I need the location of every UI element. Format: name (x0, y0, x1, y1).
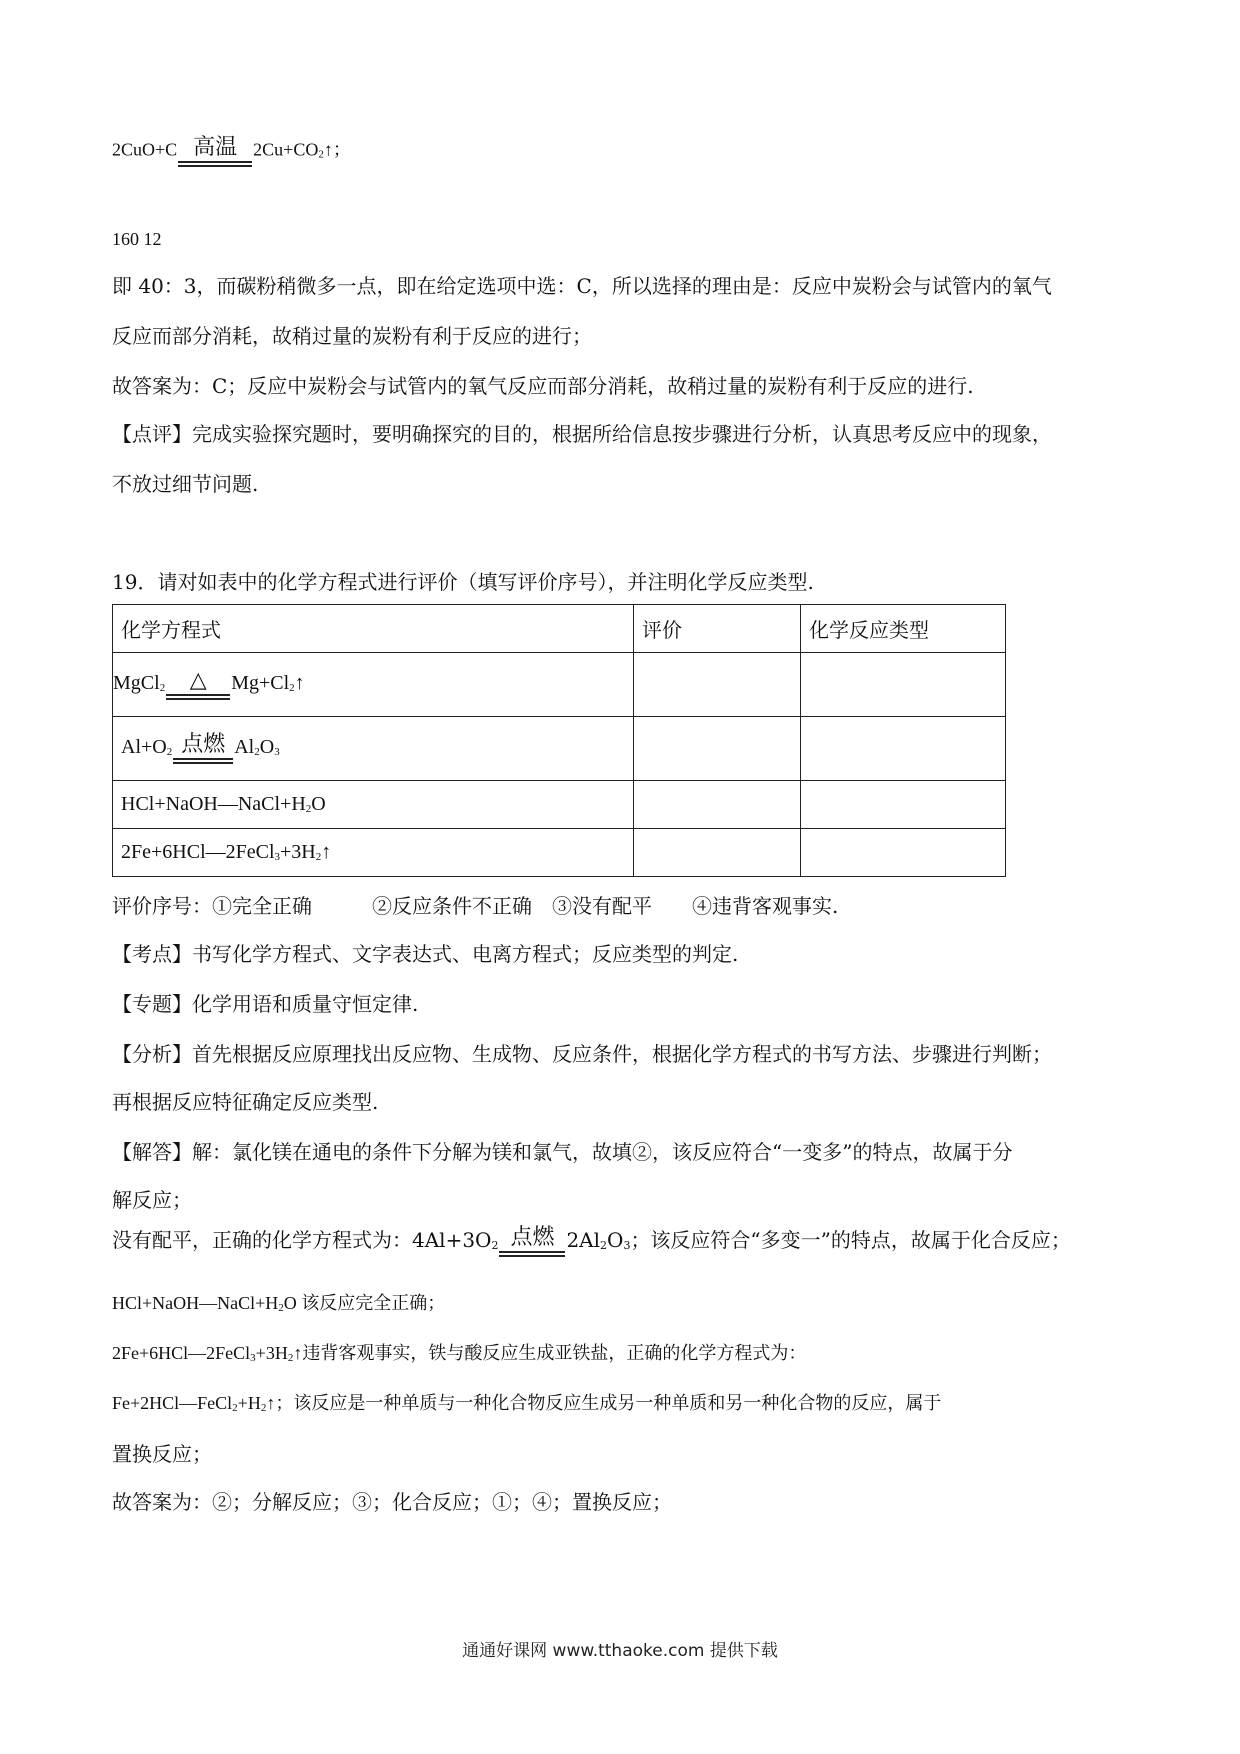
equation-fe-hcl: $2Fe+6HCl—2FeCl_3+3H_2↑$ (113, 829, 634, 877)
ratio-text: 即 40：3，而碳粉稍微多一点，即在给定选项中选：C，所以选择的理由是：反应中炭粉会与试管内的氧气 (112, 274, 1052, 298)
reaction-condition-arrow: △ (166, 669, 230, 700)
reaction-condition-arrow: 点燃 (173, 733, 233, 764)
eq-products: 2Cu+CO (253, 139, 319, 160)
kaodian: 【考点】书写化学方程式、文字表达式、电离方程式；反应类型的判定. (112, 942, 739, 966)
condition-label: 高温 (193, 135, 238, 160)
equation-cuo-c: 2CuO+C 高温 $2Cu+CO_2↑$； (112, 136, 351, 167)
evaluation-cell[interactable] (634, 829, 801, 877)
equation-hcl-naoh: $HCl+NaOH—NaCl+H_2O$ (113, 781, 634, 829)
table-header-row (113, 605, 1006, 653)
page-footer: 通通好课网 www.tthaoke.com 提供下载 (462, 1641, 778, 1661)
reaction-type-cell[interactable] (801, 717, 1006, 781)
jieda-e: $2Fe+6HCl—2FeCl_3+3H_2↑$违背客观事实，铁与酸反应生成亚铁盐，正确的化学方程式为： (112, 1343, 807, 1364)
jieda-c: 没有配平，正确的化学方程式为：$4Al+3O_2$ 点燃 $2Al_2O_3$；该反应符合“多变一”的特点，故属于化合反应； (112, 1226, 1071, 1257)
table-row (113, 829, 1006, 877)
header-evaluation: 评价 (634, 605, 801, 653)
answer-19: 故答案为：②；分解反应；③；化合反应；①；④；置换反应； (112, 1490, 672, 1514)
eq-reactants: 2CuO+C (112, 139, 178, 160)
reaction-type-cell[interactable] (801, 653, 1006, 717)
evaluation-table (112, 604, 1006, 877)
reaction-type-cell[interactable] (801, 781, 1006, 829)
table-row (113, 717, 1006, 781)
evaluation-cell[interactable] (634, 781, 801, 829)
reaction-condition-arrow (178, 136, 252, 167)
ratio-text-2: 反应而部分消耗，故稍过量的炭粉有利于反应的进行； (112, 324, 592, 348)
evaluation-cell[interactable] (634, 653, 801, 717)
header-reaction-type: 化学反应类型 (801, 605, 1006, 653)
evaluation-cell[interactable] (634, 717, 801, 781)
fenxi-b: 再根据反应特征确定反应类型. (112, 1090, 379, 1114)
equation-mgcl2: MgCl$_2$ △ $Mg+Cl_2↑$ (113, 653, 634, 717)
evaluation-legend: 评价序号：①完全正确 ②反应条件不正确 ③没有配平 ④违背客观事实. (112, 894, 839, 918)
equation-al-o2: $Al+O_2$ 点燃 $Al_2O_3$ (113, 717, 634, 781)
header-equation: 化学方程式 (113, 605, 634, 653)
reaction-type-cell[interactable] (801, 829, 1006, 877)
jieda-g: 置换反应； (112, 1442, 212, 1466)
jieda-d: $HCl+NaOH—NaCl+H_2O$ 该反应完全正确； (112, 1293, 446, 1314)
answer-18: 故答案为：C；反应中炭粉会与试管内的氧气反应而部分消耗，故稍过量的炭粉有利于反应的进行. (112, 374, 974, 398)
table-row (113, 781, 1006, 829)
jieda-a: 【解答】解：氯化镁在通电的条件下分解为镁和氯气，故填②，该反应符合“一变多”的特点，故属于分 (112, 1140, 1013, 1164)
jieda-f: $Fe+2HCl—FeCl_2+H_2↑$；该反应是一种单质与一种化合物反应生成另一种单质和另一种化合物的反应，属于 (112, 1393, 942, 1414)
comment-18-a: 【点评】完成实验探究题时，要明确探究的目的，根据所给信息按步骤进行分析，认真思考反应中的现象， (112, 422, 1052, 446)
comment-18-b: 不放过细节问题. (112, 472, 259, 496)
mass-line: 160 12 (112, 229, 162, 249)
reaction-condition-arrow: 点燃 (499, 1226, 565, 1257)
question-19: 19．请对如表中的化学方程式进行评价（填写评价序号），并注明化学反应类型. (112, 570, 814, 594)
table-row (113, 653, 1006, 717)
zhuanti: 【专题】化学用语和质量守恒定律. (112, 992, 419, 1016)
jieda-b: 解反应； (112, 1188, 192, 1212)
fenxi-a: 【分析】首先根据反应原理找出反应物、生成物、反应条件，根据化学方程式的书写方法、步骤进行判断； (112, 1042, 1052, 1066)
